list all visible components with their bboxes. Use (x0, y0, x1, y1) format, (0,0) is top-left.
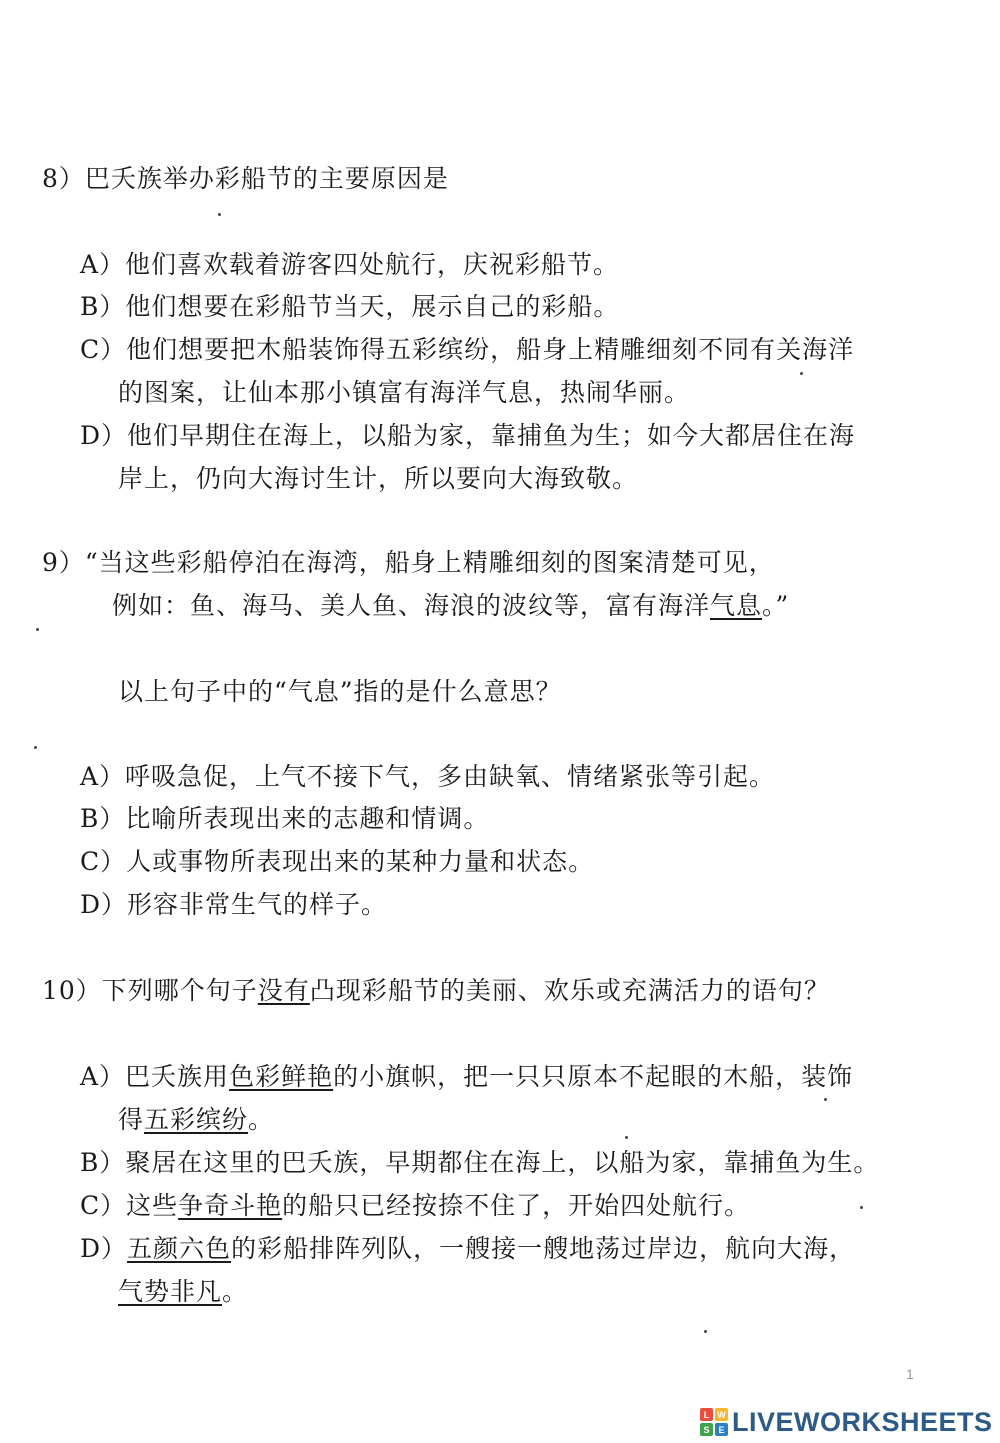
option-d-rest: 的彩船排阵列队，一艘接一艘地荡过岸边，航向大海， (231, 1234, 856, 1263)
question-9-option-d: D）形容非常生气的样子。 (80, 890, 388, 919)
option-a-rest: 的小旗帜，把一只只原本不起眼的木船，装饰 (333, 1062, 854, 1091)
question-9-prompt: 以上句子中的“气息”指的是什么意思？ (118, 677, 562, 706)
question-10-stem (42, 974, 830, 1008)
underlined-word-qixi: 气息 (710, 591, 763, 620)
scan-speck (800, 372, 803, 375)
question-8-option-b: B）他们想要在彩船节当天，展示自己的彩船。 (80, 292, 620, 321)
question-8-option-d-line1: D）他们早期住在海上，以船为家，靠捕鱼为生；如今大都居住在海 (80, 421, 856, 450)
question-10-option-d-line2 (118, 1275, 248, 1309)
question-9-stem-text: 例如：鱼、海马、美人鱼、海浪的波纹等，富有海洋 (112, 591, 711, 620)
logo-tile: E (715, 1423, 728, 1436)
option-c-rest: 的船只已经按捺不住了，开始四处航行。 (282, 1191, 751, 1220)
option-a-start: A）巴夭族用 (80, 1062, 230, 1091)
scan-speck (34, 746, 37, 749)
question-10-option-a-line2 (118, 1103, 274, 1137)
liveworksheets-brand (700, 1404, 993, 1440)
underlined-phrase-qishi: 气势非凡 (118, 1277, 223, 1306)
liveworksheets-logo-icon (700, 1408, 728, 1436)
brand-text: LIVEWORKSHEETS (732, 1406, 993, 1437)
scan-speck (860, 1206, 863, 1209)
scan-speck (36, 628, 39, 631)
underlined-phrase-wuyan: 五颜六色 (127, 1234, 232, 1263)
underlined-phrase-secai: 色彩鲜艳 (229, 1062, 334, 1091)
page-number: 1 (906, 1366, 914, 1382)
option-d2-end: 。 (222, 1277, 249, 1306)
question-9-option-a: A）呼吸急促，上气不接下气，多由缺氧、情绪紧张等引起。 (80, 762, 776, 791)
question-10-option-a-line1 (80, 1060, 853, 1094)
question-8-option-c-line1: C）他们想要把木船装饰得五彩缤纷，船身上精雕细刻不同有关海洋 (80, 335, 855, 364)
option-c-start: C）这些 (80, 1191, 179, 1220)
question-9-stem-line1: 9）“当这些彩船停泊在海湾，船身上精雕细刻的图案清楚可见， (42, 548, 775, 577)
underlined-phrase-zhengqi: 争奇斗艳 (178, 1191, 283, 1220)
question-10-option-d-line1 (80, 1232, 855, 1266)
underlined-phrase-wucai: 五彩缤纷 (144, 1105, 249, 1134)
option-d-label: D） (80, 1234, 128, 1263)
option-a2-end: 。 (248, 1105, 275, 1134)
question-9-option-c: C）人或事物所表现出来的某种力量和状态。 (80, 847, 595, 876)
question-8-option-c-line2: 的图案，让仙本那小镇富有海洋气息，热闹华丽。 (118, 378, 691, 407)
logo-tile: W (715, 1408, 728, 1421)
underlined-word-meiyou: 没有 (257, 976, 310, 1005)
question-8-option-a: A）他们喜欢载着游客四处航行，庆祝彩船节。 (80, 250, 620, 279)
question-8-option-d-line2: 岸上，仍向大海讨生计，所以要向大海致敬。 (118, 464, 639, 493)
question-10-option-c (80, 1189, 750, 1223)
question-9-stem-line2 (112, 589, 789, 623)
question-10-stem-start: 10）下列哪个句子 (42, 976, 258, 1005)
question-10-option-b: B）聚居在这里的巴夭族，早期都住在海上，以船为家，靠捕鱼为生。 (80, 1148, 880, 1177)
scan-speck (704, 1330, 707, 1333)
logo-tile: L (700, 1408, 713, 1421)
question-10-stem-end: 凸现彩船节的美丽、欢乐或充满活力的语句？ (309, 976, 830, 1005)
scan-speck (218, 213, 221, 216)
logo-tile: S (700, 1423, 713, 1436)
question-9-option-b: B）比喻所表现出来的志趣和情调。 (80, 804, 490, 833)
question-9-stem-end: 。” (762, 591, 790, 620)
option-a2-start: 得 (118, 1105, 145, 1134)
scan-speck (625, 1136, 628, 1139)
scan-speck (824, 1098, 827, 1101)
question-8-stem: 8）巴夭族举办彩船节的主要原因是 (42, 164, 449, 193)
